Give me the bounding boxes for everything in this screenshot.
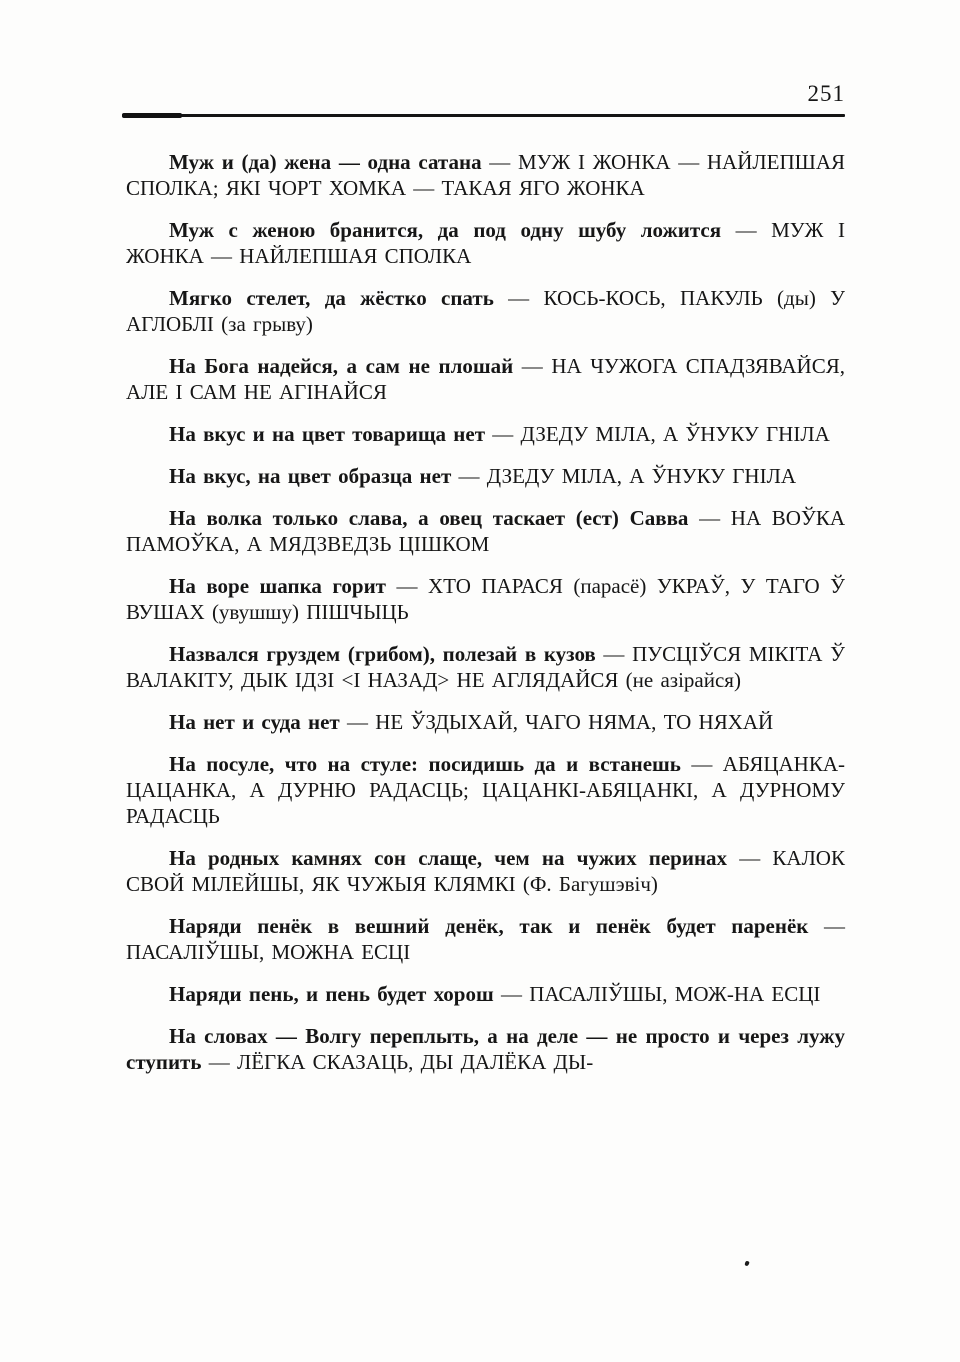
proverb-belarusian: — ХТО ПАРАСЯ (парасё) УКРАЎ, У ТАГО Ў ВУШАХ (увушшу) ПІШЧЫЦЬ [126,574,845,624]
proverb-entry [126,641,845,693]
proverb-entry [126,353,845,405]
proverb-belarusian: — НА ЧУЖОГА СПАДЗЯВАЙСЯ, АЛЕ І САМ НЕ АГІНАЙСЯ [126,354,845,404]
proverb-entry [126,845,845,897]
proverb-russian: На вкус, на цвет образца нет [169,464,452,488]
proverb-entry [126,285,845,337]
proverb-russian: На воре шапка горит [169,574,386,598]
proverbs-list [126,149,845,1091]
proverb-entry [126,421,845,447]
proverb-russian: Муж с женою бранится, да под одну шубу ложится [169,218,722,242]
proverb-belarusian: — КАЛОК СВОЙ МІЛЕЙШЫ, ЯК ЧУЖЫЯ КЛЯМКІ (Ф. Багушэвіч) [126,846,845,896]
proverb-belarusian: — МУЖ І ЖОНКА — НАЙЛЕПШАЯ СПОЛКА [126,218,845,268]
proverb-russian: На Бога надейся, а сам не плошай [169,354,514,378]
proverb-russian: На родных камнях сон слаще, чем на чужих перинах [169,846,728,870]
proverb-russian: Наряди пень, и пень будет хорош [169,982,494,1006]
proverb-belarusian: — ПАСАЛІЎШЫ, МОЖ-НА ЕСЦІ [493,982,821,1006]
proverb-russian: На волка только слава, а овец таскает (ест) Савва [169,506,689,530]
proverb-belarusian: — МУЖ І ЖОНКА — НАЙЛЕПШАЯ СПОЛКА; ЯКІ ЧОРТ ХОМКА — ТАКАЯ ЯГО ЖОНКА [126,150,845,200]
proverb-belarusian: — ПАСАЛІЎШЫ, МОЖНА ЕСЦІ [126,914,845,964]
proverb-belarusian: — НА ВОЎКА ПАМОЎКА, А МЯДЗВЕДЗЬ ЦІШКОМ [126,506,845,556]
proverb-belarusian: — АБЯЦАНКА-ЦАЦАНКА, А ДУРНЮ РАДАСЦЬ; ЦАЦАНКІ-АБЯЦАНКІ, А ДУРНОМУ РАДАСЦЬ [126,752,845,828]
proverb-russian: Мягко стелет, да жёстко спать [169,286,494,310]
proverb-belarusian: — КОСЬ-КОСЬ, ПАКУЛЬ (ды) У АГЛОБЛІ (за грыву) [126,286,846,336]
proverb-belarusian: — ЛЁГКА СКАЗАЦЬ, ДЫ ДАЛЁКА ДЫ- [201,1050,594,1074]
proverb-entry [126,1023,845,1075]
proverb-russian: Назвался груздем (грибом), полезай в кузов [169,642,596,666]
proverb-russian: На словах — Волгу переплыть, а на деле — не просто и через лужу ступить [126,1024,845,1074]
proverb-entry [126,709,845,735]
page-number: 251 [807,81,845,106]
proverb-belarusian: — НЕ ЎЗДЫХАЙ, ЧАГО НЯМА, ТО НЯХАЙ [339,710,774,734]
proverb-belarusian: — ДЗЕДУ МІЛА, А ЎНУКУ ГНІЛА [451,464,796,488]
proverb-entry [126,463,845,489]
ink-speck [744,1260,749,1266]
proverb-russian: Наряди пенёк в вешний денёк, так и пенёк будет паренёк [169,914,809,938]
proverb-russian: Муж и (да) жена — одна сатана [169,150,482,174]
header-rule [122,114,845,117]
proverb-russian: На посуле, что на стуле: посидишь да и встанешь [169,752,681,776]
proverb-entry [126,573,845,625]
proverb-entry [126,149,845,201]
proverb-russian: На вкус и на цвет товарища нет [169,422,486,446]
proverb-belarusian: — ПУСЦІЎСЯ МІКІТА Ў ВАЛАКІТУ, ДЫК ІДЗІ <І НАЗАД> НЕ АГЛЯДАЙСЯ (не азірайся) [126,642,845,692]
proverb-entry [126,505,845,557]
proverb-entry [126,913,845,965]
proverb-russian: На нет и суда нет [169,710,340,734]
proverb-entry [126,217,845,269]
proverb-belarusian: — ДЗЕДУ МІЛА, А ЎНУКУ ГНІЛА [485,422,830,446]
proverb-entry [126,981,845,1007]
proverb-entry [126,751,845,829]
